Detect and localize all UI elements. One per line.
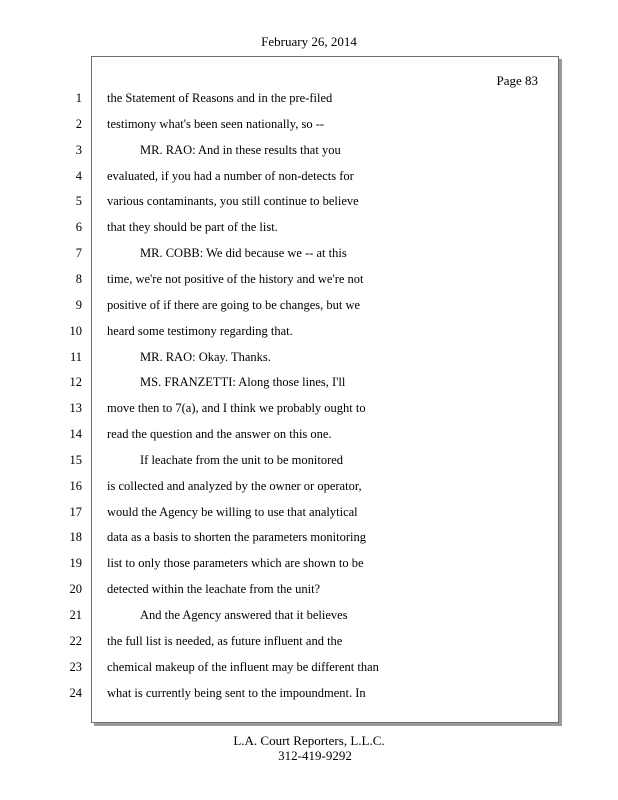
line-number: 4 — [75, 168, 82, 183]
court-reporter-name: L.A. Court Reporters, L.L.C. — [233, 733, 385, 748]
transcript-line: various contaminants, you still continue to believe — [107, 194, 359, 209]
transcript-line: read the question and the answer on this one. — [107, 427, 332, 442]
transcript-line: move then to 7(a), and I think we probably ought to — [107, 401, 366, 416]
line-number: 20 — [69, 582, 82, 597]
line-number: 6 — [75, 220, 82, 235]
line-number: 2 — [75, 116, 82, 131]
transcript-line: And the Agency answered that it believes — [140, 608, 348, 622]
transcript-line: what is currently being sent to the impoundment. In — [107, 685, 366, 700]
line-number: 22 — [69, 633, 82, 648]
line-number: 9 — [75, 297, 82, 312]
transcript-line: time, we're not positive of the history and we're not — [107, 271, 364, 286]
line-number: 1 — [75, 91, 82, 105]
transcript-line: MR. COBB: We did because we -- at this — [140, 246, 347, 261]
transcript-line: MR. RAO: Okay. Thanks. — [140, 349, 271, 364]
transcript-date: February 26, 2014 — [261, 34, 357, 49]
transcript-line: list to only those parameters which are shown to be — [107, 556, 364, 571]
line-number: 23 — [69, 659, 82, 674]
line-number: 16 — [69, 478, 82, 493]
line-number: 10 — [69, 323, 82, 338]
transcript-line: MS. FRANZETTI: Along those lines, I'll — [140, 375, 346, 390]
line-number: 15 — [69, 452, 82, 467]
line-number: 3 — [75, 142, 82, 157]
transcript-line: testimony what's been seen nationally, so -- — [107, 116, 325, 131]
transcript-line: would the Agency be willing to use that analytical — [107, 504, 358, 519]
line-number: 12 — [69, 375, 82, 390]
line-number: 24 — [69, 685, 82, 700]
line-number: 21 — [69, 608, 82, 622]
transcript-line: evaluated, if you had a number of non-detects for — [107, 168, 354, 183]
transcript-line: positive of if there are going to be changes, but we — [107, 297, 361, 312]
transcript-line: the Statement of Reasons and in the pre-filed — [107, 91, 333, 105]
line-number: 14 — [69, 427, 82, 442]
line-number: 7 — [75, 246, 82, 261]
transcript-line: If leachate from the unit to be monitored — [140, 452, 344, 467]
line-number: 11 — [69, 349, 82, 364]
transcript-line: data as a basis to shorten the parameters monitoring — [107, 530, 366, 545]
transcript-line: MR. RAO: And in these results that you — [140, 142, 341, 157]
transcript-line: the full list is needed, as future influent and the — [107, 633, 343, 648]
court-reporter-phone: 312-419-9292 — [278, 748, 352, 763]
transcript-line: chemical makeup of the influent may be different than — [107, 659, 379, 674]
transcript-line: detected within the leachate from the unit? — [107, 582, 321, 597]
transcript-line: heard some testimony regarding that. — [107, 323, 293, 338]
page-number: Page 83 — [496, 73, 538, 88]
line-number: 18 — [69, 530, 82, 545]
line-number: 17 — [69, 504, 82, 519]
line-number: 5 — [75, 194, 82, 209]
transcript-line: that they should be part of the list. — [107, 220, 278, 235]
line-number: 8 — [75, 271, 82, 286]
line-number: 13 — [69, 401, 82, 416]
line-number: 19 — [69, 556, 82, 571]
transcript-line: is collected and analyzed by the owner or operator, — [107, 478, 362, 493]
